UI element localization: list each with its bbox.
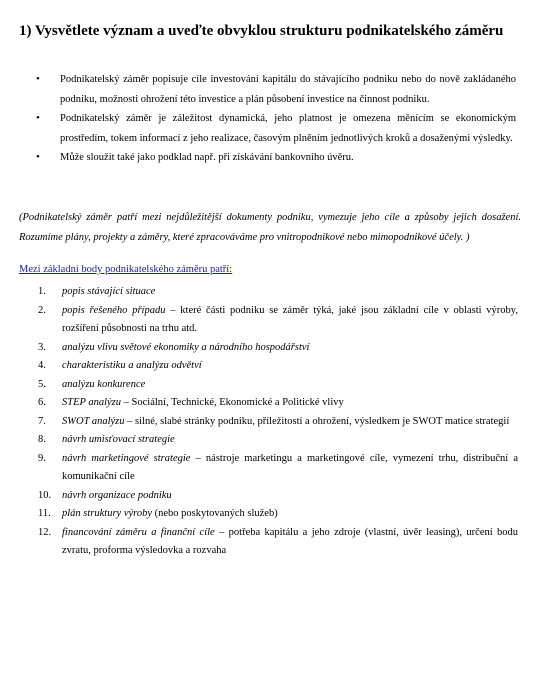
list-item [38, 505, 518, 524]
item-text: – Sociální, Technické, Ekonomické a Politické vlivy [121, 397, 344, 408]
bullet-text: Může sloužit také jako podklad např. při získávání bankovního úvěru. [60, 152, 354, 163]
list-item [38, 394, 518, 413]
list-heading: Mezi základní body podnikatelského záměru patří: [19, 264, 233, 275]
item-emphasis: financování záměru a finanční cíle [62, 526, 215, 538]
item-number: 8. [38, 434, 46, 445]
item-emphasis: STEP analýzu [62, 397, 122, 408]
list-item [38, 524, 518, 561]
list-item [38, 302, 518, 339]
item-number: 11. [38, 508, 51, 519]
list-item [38, 487, 518, 506]
item-number: 4. [38, 360, 46, 371]
item-number: 3. [38, 341, 46, 353]
item-number: 10. [38, 489, 52, 501]
item-emphasis: analýzu konkurence [62, 378, 146, 390]
item-number: 2. [38, 304, 46, 316]
list-item [38, 431, 518, 450]
list-item [38, 339, 518, 358]
item-text: – nástroje marketingu a marketingové cíle, vymezení trhu, distribuční a komunikační cíle [62, 452, 519, 482]
bullet-item [36, 148, 516, 168]
bullet-item [36, 109, 516, 148]
item-emphasis: popis řešeného případu [62, 304, 166, 316]
item-emphasis: popis stávající situace [62, 286, 156, 297]
bullet-icon: • [36, 73, 40, 85]
bullet-item [36, 70, 516, 109]
item-number: 1. [38, 286, 46, 297]
list-item [38, 450, 518, 487]
item-text: (nebo poskytovaných služeb) [152, 508, 278, 519]
item-text: – silné, slabé stránky podniku, příležitosti a ohrožení, výsledkem je SWOT matice strategií [124, 415, 510, 427]
item-number: 12. [38, 526, 52, 538]
item-number: 6. [38, 397, 46, 408]
item-emphasis: charakteristiku a analýzu odvětví [62, 360, 202, 371]
item-number: 7. [38, 415, 46, 427]
item-emphasis: návrh organizace podniku [62, 489, 172, 501]
italic-note: (Podnikatelský záměr patří mezi nejdůležitější dokumenty podniku, vymezuje jeho cíle a způsoby jejich dosažení. Rozumíme plány, projekty a záměry, které zpracováváme pro vnitropodnikové nebo mimopodnikové účely. ) [19, 212, 521, 243]
item-emphasis: analýzu vlivu světové ekonomiky a národního hospodářství [62, 341, 310, 353]
item-number: 5. [38, 378, 46, 390]
list-item [38, 357, 518, 376]
bullet-text: Podnikatelský záměr popisuje cíle investování kapitálu do stávajícího podniku nebo do nově zakládaného podniku, možnosti ohrožení této investice a plán působení investice na činnost podniku. [60, 74, 516, 105]
bullet-list [36, 70, 516, 168]
item-text: – potřeba kapitálu a jeho zdroje (vlastní, úvěr leasing), určení bodu zvratu, proforma výsledovka a rozvaha [62, 526, 518, 556]
numbered-list [38, 283, 518, 561]
question-title: 1) Vysvětlete význam a uveďte obvyklou strukturu podnikatelského záměru [19, 23, 504, 39]
item-emphasis: SWOT analýzu [62, 415, 125, 427]
bullet-text: Podnikatelský záměr je záležitost dynamická, jeho platnost je omezena měnícím se ekonomickým prostředím, tokem informací z jeho realizace, časovým plněním jednotlivých kroků a dosaženými výsledky. [60, 113, 516, 144]
item-emphasis: návrh marketingové strategie [62, 452, 191, 464]
list-item [38, 283, 518, 302]
list-item [38, 376, 518, 395]
item-number: 9. [38, 452, 46, 464]
bullet-icon: • [36, 112, 40, 124]
item-emphasis: plán struktury výroby [62, 508, 153, 519]
list-item [38, 413, 518, 432]
bullet-icon: • [36, 151, 40, 163]
item-emphasis: návrh umisťovací strategie [62, 434, 175, 445]
item-text: – které části podniku se záměr týká, jaké jsou základní cíle v oblasti výroby, rozšíření působnosti na trhu atd. [62, 304, 518, 334]
